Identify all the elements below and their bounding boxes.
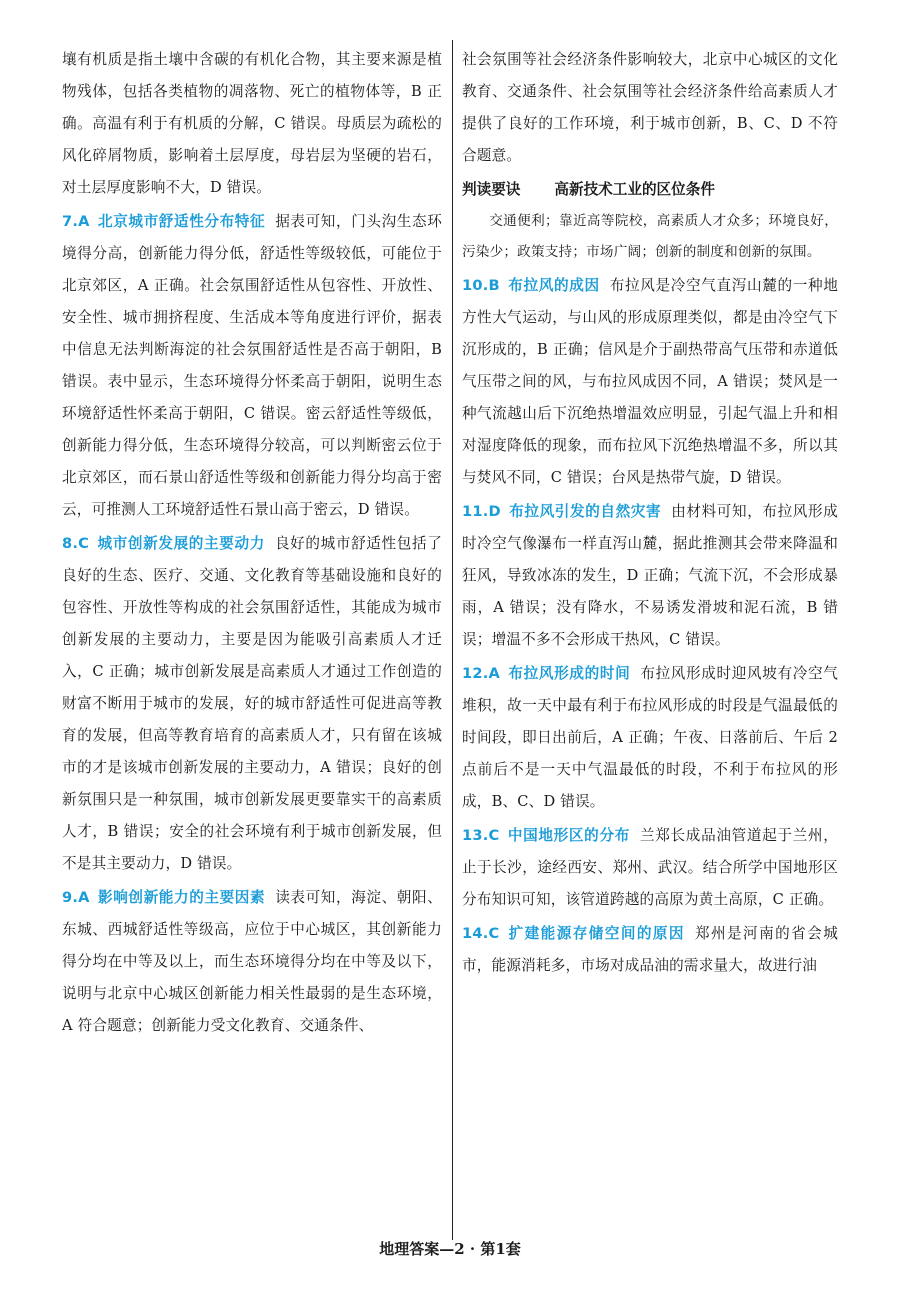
answer-topic: 布拉风引发的自然灾害 (508, 503, 662, 520)
answer-number: 11.D (462, 503, 501, 520)
answer-topic: 中国地形区的分布 (507, 827, 630, 844)
answer-8 (62, 528, 442, 880)
tip-label: 判读要诀 (462, 181, 521, 198)
answer-text: 读表可知，海淀、朝阳、东城、西城舒适性等级高，应位于中心城区，其创新能力得分均在中等及以上，而生态环境得分均在中等及以下，说明与北京中心城区创新能力相关性最弱的是生态环境，A 符合题意；创新能力受文化教育、交通条件、 (62, 889, 442, 1034)
intro-paragraph: 壤有机质是指土壤中含碳的有机化合物，其主要来源是植物残体，包括各类植物的凋落物、死亡的植物体等，B 正确。高温有利于有机质的分解，C 错误。母质层为疏松的风化碎屑物质，影响着土层厚度，母岩层为坚硬的岩石，对土层厚度影响不大，D 错误。 (62, 51, 442, 196)
answer-topic: 扩建能源存储空间的原因 (507, 925, 685, 942)
answer-text: 由材料可知，布拉风形成时冷空气像瀑布一样直泻山麓，据此推测其会带来降温和狂风，导致冰冻的发生，D 正确；气流下沉，不会形成暴雨，A 错误；没有降水，不易诱发滑坡和泥石流，B 错误；增温不多不会形成干热风，C 错误。 (462, 503, 838, 648)
answer-number: 13.C (462, 827, 500, 844)
answer-14 (462, 918, 838, 982)
intro-paragraph: 社会氛围等社会经济条件影响较大，北京中心城区的文化教育、交通条件、社会氛围等社会经济条件给高素质人才提供了良好的工作环境，利于城市创新，B、C、D 不符合题意。 (462, 51, 838, 164)
answer-9 (62, 882, 442, 1042)
answer-12 (462, 658, 838, 818)
answer-topic: 北京城市舒适性分布特征 (97, 213, 266, 230)
page-footer: 地理答案—2 · 第1套 (379, 1240, 521, 1258)
answer-text: 布拉风形成时迎风坡有冷空气堆积，故一天中最有利于布拉风形成的时段是气温最低的时间段，即日出前后，A 正确；午夜、日落前后、午后 2 点前后不是一天中气温最低的时段，不利于布拉风的形成，B、C、D 错误。 (462, 665, 838, 810)
tip-body: 交通便利；靠近高等院校，高素质人才众多；环境良好，污染少；政策支持；市场广阔；创新的制度和创新的氛围。 (462, 213, 838, 260)
answer-number: 12.A (462, 665, 500, 682)
answer-topic: 影响创新能力的主要因素 (97, 889, 266, 906)
answer-topic: 布拉风形成的时间 (507, 665, 631, 682)
tip-heading (462, 174, 838, 206)
tip-title: 高新技术工业的区位条件 (554, 181, 715, 198)
answer-text: 布拉风是冷空气直泻山麓的一种地方性大气运动，与山风的形成原理类似，都是由冷空气下沉形成的，B 正确；信风是介于副热带高气压带和赤道低气压带之间的风，与布拉风成因不同，A 错误；焚风是一种气流越山后下沉绝热增温效应明显，引起气温上升和相对湿度降低的现象，而布拉风下沉绝热增温不多，所以其与焚风不同，C 错误；台风是热带气旋，D 错误。 (462, 277, 838, 486)
answer-number: 7.A (62, 213, 90, 230)
answer-number: 8.C (62, 535, 90, 552)
answer-text: 良好的城市舒适性包括了良好的生态、医疗、交通、文化教育等基础设施和良好的包容性、开放性等构成的社会氛围舒适性，其能成为城市创新发展的主要动力，主要是因为能吸引高素质人才迁入，C 正确；城市创新发展是高素质人才通过工作创造的财富不断用于城市的发展，好的城市舒适性可促进高等教育的发展，但高等教育培育的高素质人才，只有留在该城市的才是该城市创新发展的主要动力，A 错误；良好的创新氛围只是一种氛围，城市创新发展更要靠实干的高素质人才，B 错误；安全的社会环境有利于城市创新发展，但不是其主要动力，D 错误。 (62, 535, 443, 872)
answer-text: 兰郑长成品油管道起于兰州，止于长沙，途经西安、郑州、武汉。结合所学中国地形区分布知识可知，该管道跨越的高原为黄土高原，C 正确。 (462, 827, 838, 908)
answer-10 (462, 270, 838, 494)
right-column (462, 44, 838, 982)
answer-11 (462, 496, 838, 656)
column-divider (452, 40, 453, 1240)
answer-text: 据表可知，门头沟生态环境得分高，创新能力得分低，舒适性等级较低，可能位于北京郊区，A 正确。社会氛围舒适性从包容性、开放性、安全性、城市拥挤程度、生活成本等角度进行评价，据表中信息无法判断海淀的社会氛围舒适性是否高于朝阳，B 错误。表中显示，生态环境得分怀柔高于朝阳，说明生态环境舒适性怀柔高于朝阳，C 错误。密云舒适性等级低，创新能力得分低，生态环境得分较高，可以判断密云位于北京郊区，而石景山舒适性等级和创新能力得分均高于密云，可推测人工环境舒适性石景山高于密云，D 错误。 (62, 213, 442, 518)
answer-text: 郑州是河南的省会城市，能源消耗多，市场对成品油的需求量大，故进行油 (462, 925, 838, 974)
answer-topic: 布拉风的成因 (507, 277, 600, 294)
answer-number: 14.C (462, 925, 500, 942)
left-column (62, 44, 442, 1042)
answer-7 (62, 206, 442, 526)
answer-13 (462, 820, 838, 916)
answer-number: 9.A (62, 889, 90, 906)
answer-number: 10.B (462, 277, 500, 294)
answer-topic: 城市创新发展的主要动力 (97, 535, 265, 552)
